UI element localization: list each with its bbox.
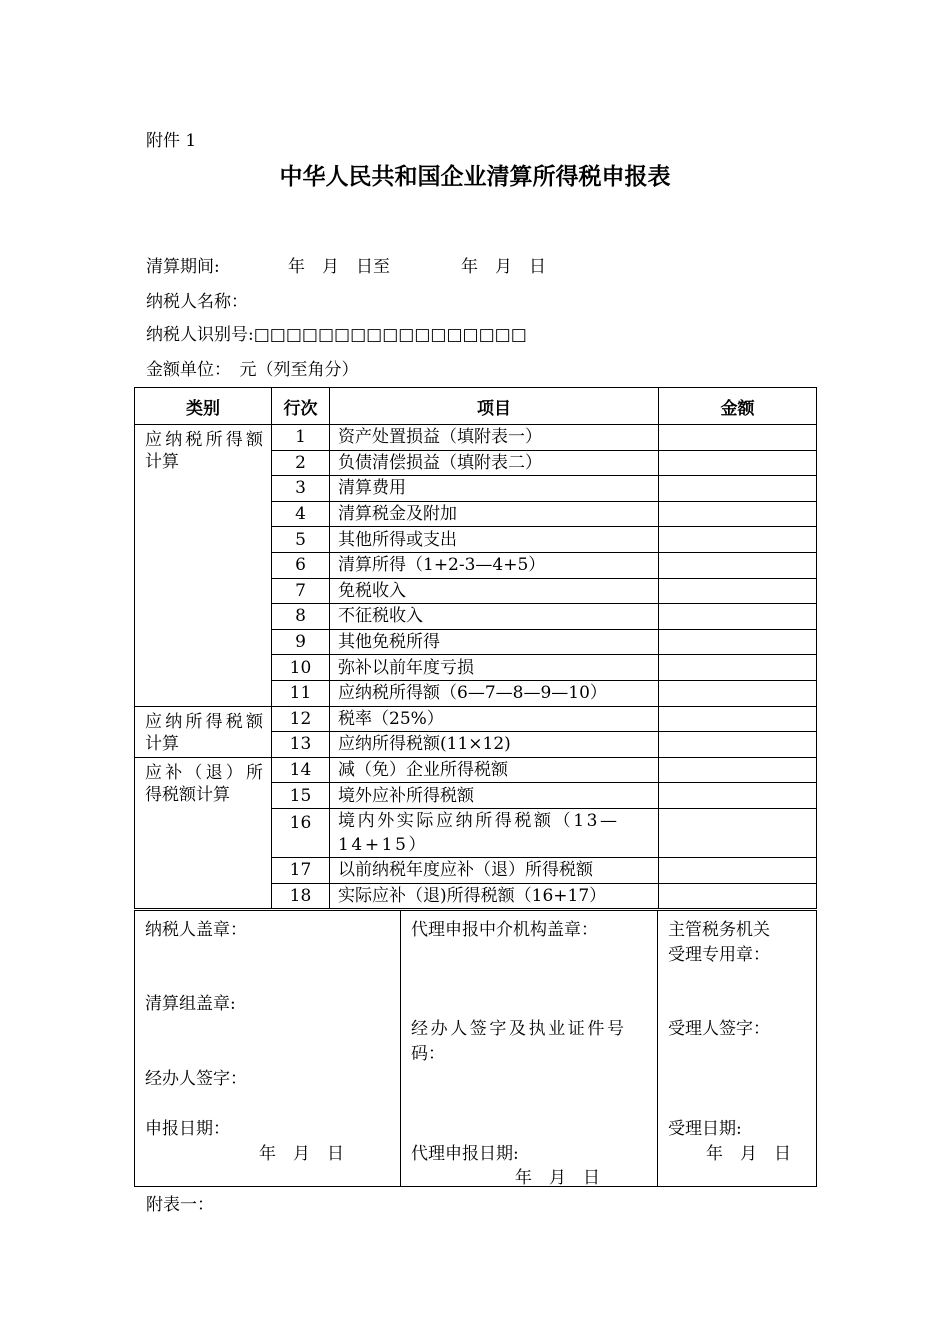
amount-cell[interactable]: [659, 857, 817, 883]
liquidation-seal-label: 清算组盖章:: [145, 994, 236, 1014]
received-date-ymd: 年 月 日: [706, 1144, 791, 1164]
row-item: 不征税收入: [330, 604, 659, 630]
amount-cell[interactable]: [659, 476, 817, 502]
row-item: 清算所得（1+2-3—4+5）: [330, 552, 659, 578]
row-item: 负债清偿损益（填附表二）: [330, 450, 659, 476]
amount-cell[interactable]: [659, 552, 817, 578]
table-row: [135, 425, 817, 451]
taxpayer-seal-label: 纳税人盖章：: [145, 920, 247, 940]
row-item: 实际应补（退)所得税额（16+17）: [330, 883, 659, 909]
row-no: 14: [272, 757, 330, 783]
category-taxable-income: 应纳税所得额计算: [135, 425, 272, 707]
row-item: 应纳所得税额(11×12): [330, 732, 659, 758]
amount-unit-label: 金额单位： 元（列至角分）: [146, 360, 359, 380]
agent-signature-label: 经办人签字及执业证件号: [411, 1019, 627, 1039]
amount-cell[interactable]: [659, 757, 817, 783]
row-no: 15: [272, 783, 330, 809]
row-no: 4: [272, 501, 330, 527]
row-no: 1: [272, 425, 330, 451]
amount-cell[interactable]: [659, 425, 817, 451]
header-category: 类别: [135, 388, 272, 425]
agent-date-label: 代理申报日期:: [411, 1144, 519, 1164]
row-no: 7: [272, 578, 330, 604]
row-no: 13: [272, 732, 330, 758]
row-item: 境外应补所得税额: [330, 783, 659, 809]
row-no: 18: [272, 883, 330, 909]
amount-cell[interactable]: [659, 578, 817, 604]
row-item: 清算税金及附加: [330, 501, 659, 527]
taxpayer-sign-cell[interactable]: [135, 911, 401, 1187]
row-item: 免税收入: [330, 578, 659, 604]
agent-sign-cell[interactable]: [401, 911, 658, 1187]
row-no: 16: [272, 808, 330, 857]
row-item: 其他所得或支出: [330, 527, 659, 553]
signature-table: [134, 910, 817, 1187]
row-item: 境内外实际应纳所得税额（13—14+15）: [330, 808, 659, 857]
row-item: 资产处置损益（填附表一）: [330, 425, 659, 451]
row-item: 其他免税所得: [330, 629, 659, 655]
row-no: 8: [272, 604, 330, 630]
amount-cell[interactable]: [659, 450, 817, 476]
amount-cell[interactable]: [659, 527, 817, 553]
tax-office-label: 主管税务机关: [668, 920, 770, 940]
row-no: 10: [272, 655, 330, 681]
row-item: 清算费用: [330, 476, 659, 502]
appendix-label: 附表一：: [146, 1195, 214, 1215]
taxpayer-name-label: 纳税人名称：: [146, 292, 248, 312]
filing-date-label: 申报日期：: [145, 1119, 230, 1139]
amount-cell[interactable]: [659, 808, 817, 857]
header-row-no: 行次: [272, 388, 330, 425]
row-no: 17: [272, 857, 330, 883]
row-no: 9: [272, 629, 330, 655]
row-no: 2: [272, 450, 330, 476]
amount-cell[interactable]: [659, 501, 817, 527]
tax-office-cell[interactable]: [658, 911, 817, 1187]
header-amount: 金额: [659, 388, 817, 425]
header-item: 项目: [330, 388, 659, 425]
amount-cell[interactable]: [659, 732, 817, 758]
received-date-label: 受理日期:: [668, 1119, 742, 1139]
agent-date-ymd: 年 月 日: [515, 1168, 600, 1188]
category-tax-payable: 应纳所得税额计算: [135, 706, 272, 757]
table-row: [135, 757, 817, 783]
taxpayer-id-label: 纳税人识别号:□□□□□□□□□□□□□□□□□: [146, 325, 527, 345]
row-item: 税率（25%）: [330, 706, 659, 732]
category-tax-refund: 应补（退）所得税额计算: [135, 757, 272, 908]
table-row: [135, 706, 817, 732]
amount-cell[interactable]: [659, 680, 817, 706]
amount-cell[interactable]: [659, 883, 817, 909]
table-header-row: [135, 388, 817, 425]
period-from: 年 月 日至: [288, 257, 390, 277]
amount-cell[interactable]: [659, 655, 817, 681]
row-item: 减（免）企业所得税额: [330, 757, 659, 783]
row-no: 3: [272, 476, 330, 502]
amount-cell[interactable]: [659, 629, 817, 655]
amount-cell[interactable]: [659, 783, 817, 809]
row-no: 12: [272, 706, 330, 732]
row-item: 弥补以前年度亏损: [330, 655, 659, 681]
row-no: 11: [272, 680, 330, 706]
amount-cell[interactable]: [659, 706, 817, 732]
filing-date-ymd: 年 月 日: [259, 1144, 344, 1164]
row-no: 5: [272, 527, 330, 553]
row-no: 6: [272, 552, 330, 578]
row-item: 以前纳税年度应补（退）所得税额: [330, 857, 659, 883]
agent-signature-label-cont: 码：: [411, 1044, 445, 1064]
tax-office-seal-label: 受理专用章：: [668, 945, 770, 965]
page-title: 中华人民共和国企业清算所得税申报表: [279, 164, 671, 190]
period-label: 清算期间:: [146, 257, 220, 277]
tax-return-table: [134, 387, 817, 909]
agent-seal-label: 代理申报中介机构盖章：: [411, 920, 598, 940]
amount-cell[interactable]: [659, 604, 817, 630]
period-to: 年 月 日: [461, 257, 546, 277]
attachment-label: 附件 1: [146, 131, 197, 151]
receiver-signature-label: 受理人签字：: [668, 1019, 770, 1039]
row-item: 应纳税所得额（6—7—8—9—10）: [330, 680, 659, 706]
handler-signature-label: 经办人签字：: [145, 1069, 247, 1089]
